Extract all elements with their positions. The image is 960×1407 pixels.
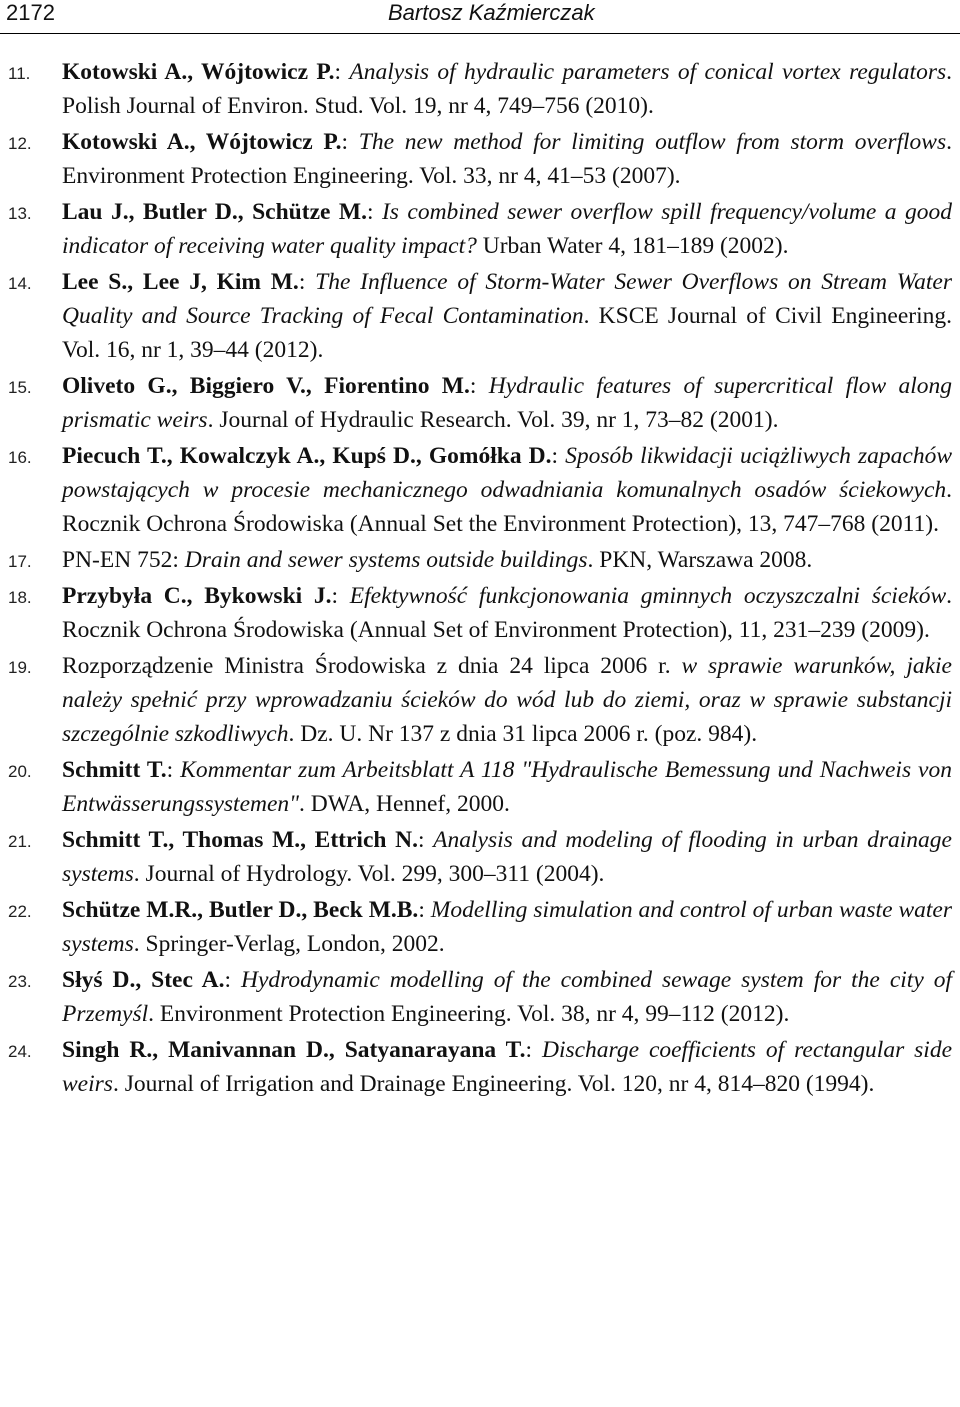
- reference-number: 19.: [8, 658, 32, 677]
- reference-source: . Springer-Verlag, London, 2002.: [133, 931, 445, 957]
- reference-source: . Polish Journal of Environ. Stud. Vol. 19, nr 4, 749–756 (2010).: [62, 59, 952, 119]
- reference-item: [0, 753, 952, 821]
- reference-title: Hydrodynamic modelling of the combined sewage system for the city of Przemyśl: [62, 967, 952, 1027]
- reference-separator: :: [166, 757, 181, 783]
- running-header: [0, 0, 960, 30]
- reference-separator: :: [331, 583, 350, 609]
- reference-number: 13.: [8, 204, 32, 223]
- reference-item: [0, 963, 952, 1031]
- reference-number: 14.: [8, 274, 32, 293]
- reference-item: [0, 265, 952, 367]
- reference-source: . Rocznik Ochrona Środowiska (Annual Set the Environment Protection), 13, 747–768 (2011).: [62, 477, 952, 537]
- reference-authors: Schütze M.R., Butler D., Beck M.B.: [62, 897, 419, 923]
- reference-number: 17.: [8, 552, 32, 571]
- reference-separator: :: [418, 897, 431, 923]
- page-number: 2172: [6, 0, 55, 25]
- reference-number: 20.: [8, 762, 32, 781]
- reference-separator: PN-EN 752:: [62, 547, 185, 573]
- reference-number: 11.: [8, 64, 31, 83]
- reference-item: [0, 579, 952, 647]
- reference-source: . Environment Protection Engineering. Vol. 38, nr 4, 99–112 (2012).: [148, 1001, 790, 1027]
- reference-item: [0, 543, 952, 577]
- reference-separator: :: [341, 129, 359, 155]
- reference-title: Drain and sewer systems outside buildings: [184, 547, 588, 573]
- reference-title: Sposób likwidacji uciążliwych zapachów powstających w procesie mechanicznego odwadniania komunalnych osadów ściekowych: [62, 443, 952, 503]
- reference-separator: Rozporządzenie Ministra Środowiska z dnia 24 lipca 2006 r.: [62, 653, 682, 679]
- reference-number: 21.: [8, 832, 32, 851]
- reference-authors: Lau J., Butler D., Schütze M.: [62, 199, 367, 225]
- reference-item: [0, 893, 952, 961]
- reference-source: . Journal of Hydraulic Research. Vol. 39, nr 1, 73–82 (2001).: [207, 407, 779, 433]
- reference-title: Modelling simulation and control of urban waste water systems: [62, 897, 952, 957]
- reference-separator: :: [334, 59, 350, 85]
- reference-list: [0, 55, 952, 1103]
- header-rule: [0, 33, 960, 34]
- reference-title: Discharge coefficients of rectangular side weirs: [62, 1037, 953, 1097]
- reference-separator: :: [417, 827, 434, 853]
- reference-item: [0, 823, 952, 891]
- reference-item: [0, 195, 952, 263]
- reference-source: . Journal of Irrigation and Drainage Engineering. Vol. 120, nr 4, 814–820 (1994).: [112, 1071, 875, 1097]
- reference-title: Kommentar zum Arbeitsblatt A 118 "Hydraulische Bemessung und Nachweis von Entwässerungssystemen": [62, 757, 952, 817]
- reference-title: w sprawie warunków, jakie należy spełnić przy wprowadzaniu ścieków do wód lub do ziemi, oraz w sprawie substancji szczególnie szkodliwych: [62, 653, 952, 747]
- reference-title: The Influence of Storm-Water Sewer Overflows on Stream Water Quality and Source Tracking of Fecal Contamination: [62, 269, 952, 329]
- reference-number: 15.: [8, 378, 32, 397]
- reference-source: . DWA, Hennef, 2000.: [299, 791, 510, 817]
- running-author: Bartosz Kaźmierczak: [388, 0, 595, 25]
- reference-title: Analysis and modeling of flooding in urban drainage systems: [62, 827, 952, 887]
- reference-item: [0, 55, 952, 123]
- reference-item: [0, 369, 952, 437]
- reference-source: . KSCE Journal of Civil Engineering. Vol. 16, nr 1, 39–44 (2012).: [62, 303, 952, 363]
- reference-separator: :: [366, 199, 382, 225]
- reference-source: Urban Water 4, 181–189 (2002).: [476, 233, 789, 259]
- reference-authors: Słyś D., Stec A.: [62, 967, 225, 993]
- reference-authors: Schmitt T.: [62, 757, 167, 783]
- reference-number: 18.: [8, 588, 32, 607]
- reference-number: 22.: [8, 902, 32, 921]
- reference-item: [0, 1033, 952, 1101]
- reference-number: 16.: [8, 448, 32, 467]
- reference-number: 23.: [8, 972, 32, 991]
- reference-authors: Piecuch T., Kowalczyk A., Kupś D., Gomółka D.: [62, 443, 552, 469]
- reference-title: The new method for limiting outflow from storm overflows: [358, 129, 947, 155]
- reference-authors: Kotowski A., Wójtowicz P.: [62, 59, 335, 85]
- reference-title: Efektywność funkcjonowania gminnych oczyszczalni ścieków: [349, 583, 947, 609]
- reference-source: . Rocznik Ochrona Środowiska (Annual Set of Environment Protection), 11, 231–239 (2009).: [62, 583, 952, 643]
- reference-number: 24.: [8, 1042, 32, 1061]
- reference-source: . PKN, Warszawa 2008.: [587, 547, 813, 573]
- reference-number: 12.: [8, 134, 32, 153]
- reference-authors: Oliveto G., Biggiero V., Fiorentino M.: [62, 373, 470, 399]
- reference-separator: :: [551, 443, 566, 469]
- reference-item: [0, 439, 952, 541]
- reference-source: . Journal of Hydrology. Vol. 299, 300–311 (2004).: [133, 861, 605, 887]
- reference-title: Analysis of hydraulic parameters of conical vortex regulators: [349, 59, 947, 85]
- reference-separator: :: [224, 967, 241, 993]
- reference-authors: Schmitt T., Thomas M., Ettrich N.: [62, 827, 418, 853]
- reference-source: . Dz. U. Nr 137 z dnia 31 lipca 2006 r. (poz. 984).: [288, 721, 758, 747]
- reference-item: [0, 125, 952, 193]
- reference-authors: Lee S., Lee J, Kim M.: [62, 269, 299, 295]
- reference-separator: :: [525, 1037, 542, 1063]
- reference-source: . Environment Protection Engineering. Vol. 33, nr 4, 41–53 (2007).: [62, 129, 953, 189]
- reference-item: [0, 649, 952, 751]
- reference-authors: Kotowski A., Wójtowicz P.: [62, 129, 342, 155]
- reference-title: Hydraulic features of supercritical flow along prismatic weirs: [62, 373, 953, 433]
- reference-authors: Singh R., Manivannan D., Satyanarayana T.: [62, 1037, 526, 1063]
- reference-authors: Przybyła C., Bykowski J.: [62, 583, 332, 609]
- reference-separator: :: [469, 373, 489, 399]
- reference-title: Is combined sewer overflow spill frequency/volume a good indicator of receiving water quality impact?: [62, 199, 952, 259]
- reference-separator: :: [298, 269, 316, 295]
